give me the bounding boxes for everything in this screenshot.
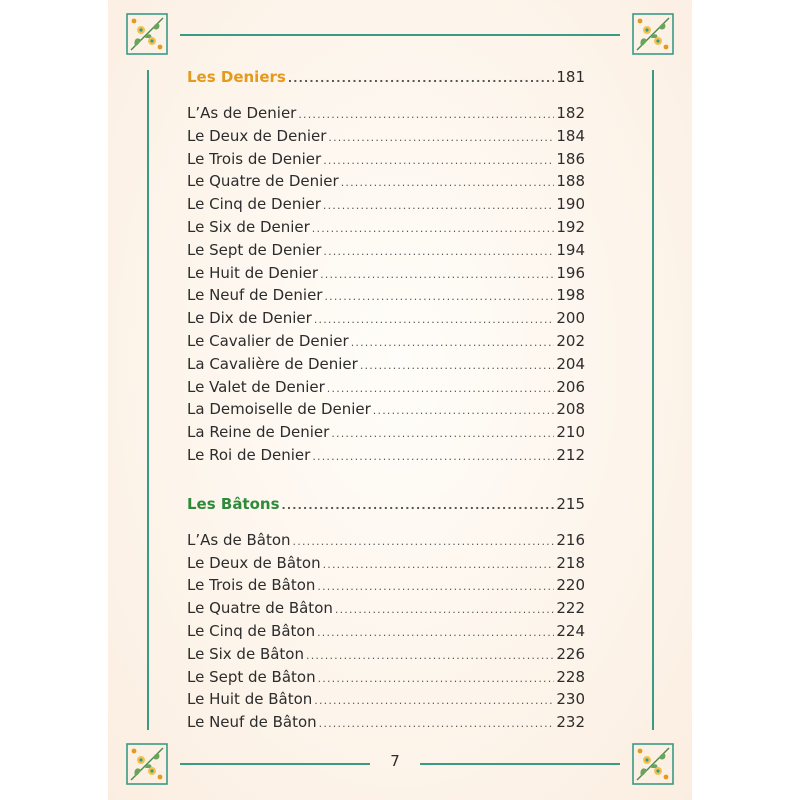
toc-entry-title: Le Quatre de Denier bbox=[187, 172, 339, 191]
toc-entry[interactable] bbox=[187, 690, 585, 713]
toc-entry-title: L’As de Bâton bbox=[187, 530, 291, 549]
toc-entry[interactable] bbox=[187, 622, 585, 645]
dot-leader bbox=[331, 427, 554, 440]
toc-entry-page: 194 bbox=[556, 240, 585, 259]
toc-entry-title: Le Neuf de Denier bbox=[187, 286, 323, 305]
page-number: 215 bbox=[556, 494, 585, 513]
dot-leader bbox=[323, 199, 554, 212]
toc-entry-title: Le Quatre de Bâton bbox=[187, 599, 333, 618]
dot-leader bbox=[341, 176, 555, 189]
dot-leader bbox=[323, 154, 554, 167]
dot-leader bbox=[360, 359, 555, 372]
toc-entry-page: 222 bbox=[556, 599, 585, 618]
toc-entry[interactable] bbox=[187, 264, 585, 287]
floral-corner-icon bbox=[125, 742, 169, 786]
dot-leader bbox=[306, 649, 554, 662]
floral-corner-icon bbox=[631, 12, 675, 56]
floral-corner-icon bbox=[631, 742, 675, 786]
dot-leader bbox=[317, 580, 554, 593]
toc-entry-page: 182 bbox=[556, 104, 585, 122]
dot-leader bbox=[298, 108, 554, 121]
toc-entry-title: La Cavalière de Denier bbox=[187, 354, 358, 373]
toc-entry[interactable] bbox=[187, 127, 585, 150]
toc-entry[interactable] bbox=[187, 150, 585, 173]
floral-corner-icon bbox=[125, 12, 169, 56]
toc-entry-title: Le Sept de Denier bbox=[187, 240, 322, 259]
toc-entry-title: Le Neuf de Bâton bbox=[187, 713, 317, 732]
toc-entry-title: Le Deux de Bâton bbox=[187, 553, 321, 572]
dot-leader bbox=[327, 382, 555, 395]
dot-leader bbox=[320, 268, 554, 281]
toc-entry[interactable] bbox=[187, 104, 585, 127]
toc-entry[interactable] bbox=[187, 668, 585, 691]
table-of-contents bbox=[187, 68, 585, 736]
toc-entry-page: 230 bbox=[556, 690, 585, 709]
toc-entry[interactable] bbox=[187, 218, 585, 241]
toc-entry-page: 224 bbox=[556, 621, 585, 640]
dot-leader bbox=[288, 72, 555, 85]
dot-leader bbox=[318, 672, 555, 685]
toc-entry-page: 202 bbox=[556, 331, 585, 350]
toc-entry-page: 188 bbox=[556, 172, 585, 191]
dot-leader bbox=[335, 603, 554, 616]
toc-entry[interactable] bbox=[187, 713, 585, 736]
toc-entry[interactable] bbox=[187, 172, 585, 195]
toc-section-heading-deniers[interactable] bbox=[187, 68, 585, 94]
toc-entry-page: 186 bbox=[556, 149, 585, 168]
page-number: 181 bbox=[556, 68, 585, 86]
toc-entry-title: Le Cavalier de Denier bbox=[187, 331, 349, 350]
toc-entry[interactable] bbox=[187, 378, 585, 401]
toc-entry-page: 218 bbox=[556, 553, 585, 572]
dot-leader bbox=[319, 717, 555, 730]
toc-entry-title: L’As de Denier bbox=[187, 104, 297, 122]
dot-leader bbox=[282, 499, 555, 512]
toc-entry-page: 192 bbox=[556, 217, 585, 236]
dot-leader bbox=[293, 535, 555, 548]
toc-entry-page: 184 bbox=[556, 126, 585, 145]
toc-entry[interactable] bbox=[187, 423, 585, 446]
toc-entry-title: Le Cinq de Bâton bbox=[187, 621, 316, 640]
dot-leader bbox=[314, 313, 555, 326]
toc-entry-title: La Demoiselle de Denier bbox=[187, 400, 371, 419]
toc-entry-page: 190 bbox=[556, 195, 585, 214]
toc-entry-title: Le Cinq de Denier bbox=[187, 195, 321, 214]
dot-leader bbox=[373, 404, 555, 417]
dot-leader bbox=[323, 245, 554, 258]
toc-entry-page: 220 bbox=[556, 576, 585, 595]
toc-entry[interactable] bbox=[187, 531, 585, 554]
toc-entry-title: Le Valet de Denier bbox=[187, 377, 325, 396]
toc-entry[interactable] bbox=[187, 241, 585, 264]
toc-entry-title: Le Six de Denier bbox=[187, 217, 310, 236]
dot-leader bbox=[314, 694, 554, 707]
section-title: Les Deniers bbox=[187, 68, 286, 86]
dot-leader bbox=[328, 131, 554, 144]
dot-leader bbox=[312, 222, 555, 235]
toc-entry[interactable] bbox=[187, 355, 585, 378]
toc-entry-page: 204 bbox=[556, 354, 585, 373]
section-title: Les Bâtons bbox=[187, 494, 280, 513]
toc-entry-page: 226 bbox=[556, 644, 585, 663]
toc-entry-title: Le Roi de Denier bbox=[187, 445, 311, 464]
toc-entry-page: 216 bbox=[556, 530, 585, 549]
frame-line-bottom-right bbox=[420, 763, 620, 765]
dot-leader bbox=[323, 558, 555, 571]
dot-leader bbox=[312, 450, 554, 463]
toc-entry[interactable] bbox=[187, 446, 585, 469]
toc-entry-title: La Reine de Denier bbox=[187, 423, 330, 442]
toc-entry[interactable] bbox=[187, 554, 585, 577]
toc-entry[interactable] bbox=[187, 332, 585, 355]
toc-entry-page: 210 bbox=[556, 423, 585, 442]
dot-leader bbox=[351, 336, 555, 349]
toc-entry-title: Le Sept de Bâton bbox=[187, 667, 316, 686]
toc-entry[interactable] bbox=[187, 576, 585, 599]
toc-entry[interactable] bbox=[187, 195, 585, 218]
toc-entry-title: Le Deux de Denier bbox=[187, 126, 327, 145]
toc-entry-title: Le Trois de Denier bbox=[187, 149, 322, 168]
toc-entry-page: 206 bbox=[556, 377, 585, 396]
toc-entry-title: Le Dix de Denier bbox=[187, 309, 312, 328]
frame-line-top bbox=[180, 34, 620, 36]
toc-entry-title: Le Huit de Bâton bbox=[187, 690, 313, 709]
frame-line-bottom-left bbox=[180, 763, 370, 765]
toc-entry[interactable] bbox=[187, 286, 585, 309]
toc-entry-page: 228 bbox=[556, 667, 585, 686]
toc-entry-title: Le Trois de Bâton bbox=[187, 576, 316, 595]
toc-entry-page: 198 bbox=[556, 286, 585, 305]
toc-entry-page: 232 bbox=[556, 713, 585, 732]
toc-entry[interactable] bbox=[187, 599, 585, 622]
dot-leader bbox=[324, 290, 554, 303]
folio-page-number: 7 bbox=[390, 752, 400, 770]
toc-entry-page: 196 bbox=[556, 263, 585, 282]
toc-entry-page: 200 bbox=[556, 309, 585, 328]
toc-entry[interactable] bbox=[187, 400, 585, 423]
toc-entry-page: 212 bbox=[556, 445, 585, 464]
toc-entry[interactable] bbox=[187, 645, 585, 668]
frame-line-left bbox=[147, 70, 149, 730]
toc-entry-title: Le Huit de Denier bbox=[187, 263, 319, 282]
dot-leader bbox=[317, 626, 554, 639]
toc-section-heading-batons[interactable] bbox=[187, 495, 585, 521]
toc-entry[interactable] bbox=[187, 309, 585, 332]
toc-entry-title: Le Six de Bâton bbox=[187, 644, 304, 663]
frame-line-right bbox=[652, 70, 654, 730]
toc-entry-page: 208 bbox=[556, 400, 585, 419]
